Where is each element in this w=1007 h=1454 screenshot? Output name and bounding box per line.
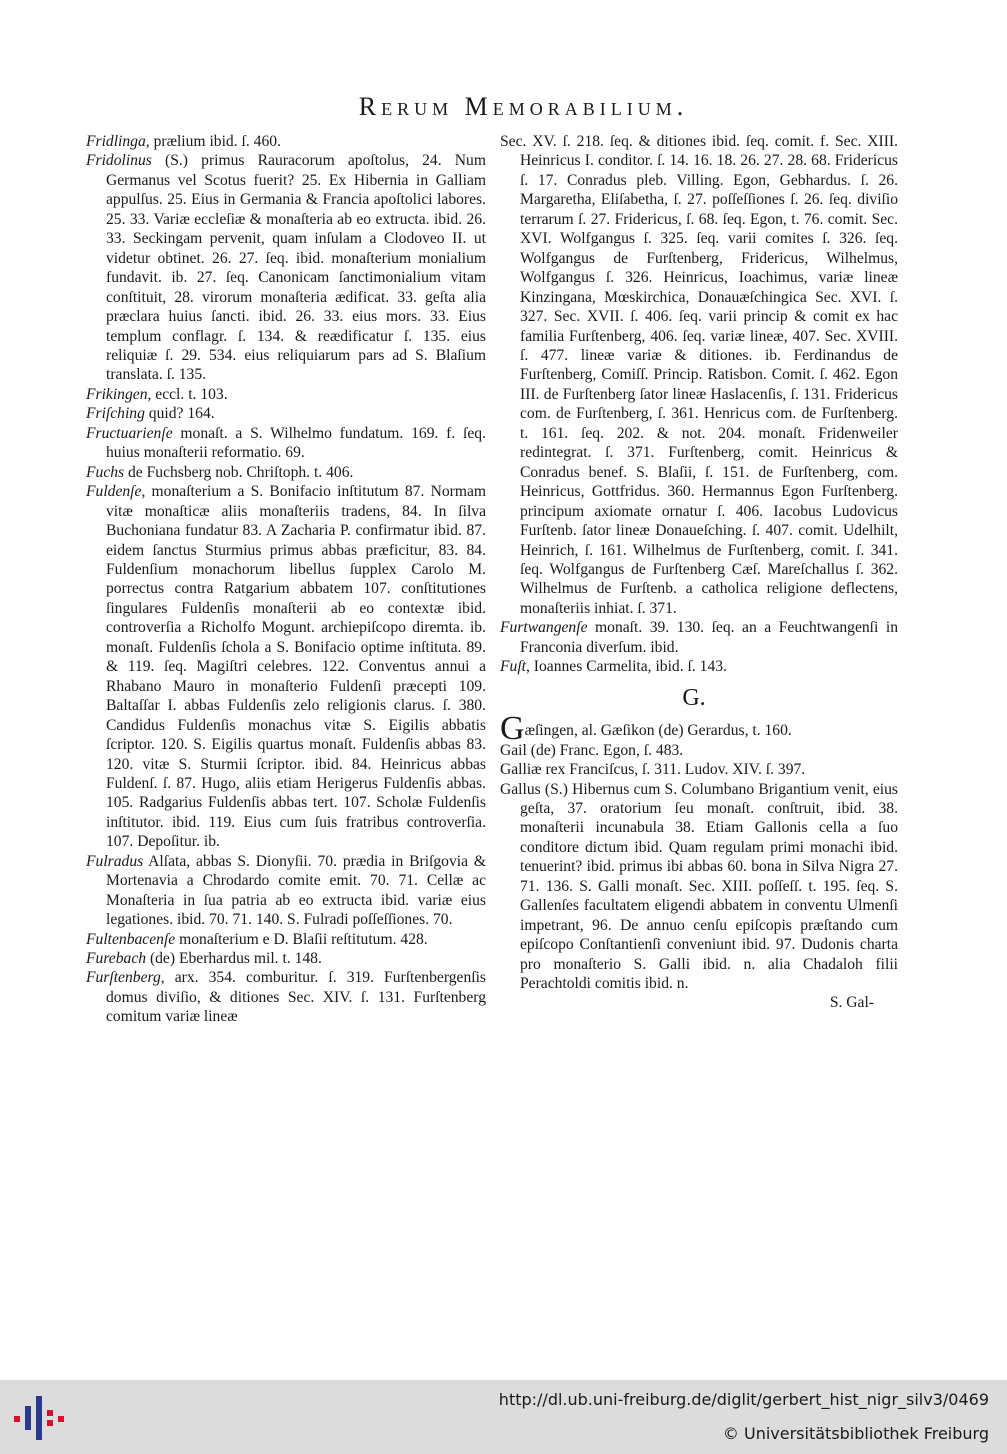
index-entry	[500, 741, 898, 760]
entry-term: Gail	[500, 741, 527, 759]
entry-term: Fulradus	[86, 852, 144, 870]
entry-text: , monaſterium a S. Bonifacio inſtitutum 87. Normam vitæ monaſticæ aliis monaſteriis tradens, 84. In ſilva Buchoniana fundatur 83. A Zacharia P. confirmatur ibid. 87. eidem ſanctus Sturmius primus abbas præficitur, 83. 84. Fuldenſium monachorum libellus ſupplex Carolo M. porrectus contra Ratgarium abbatem 107. conſtitutiones ſingulares Fuldenſis monaſterii ab eo contextæ ibid. controverſia a Richolfo Mogunt. archiepiſcopo diremta. ib. monaſt. Fuldenſis ſchola a S. Bonifacio optime inſtituta. 89. & 119. ſeq. Magiſtri celebres. 122. Conventus annui a Rhabano Mauro in monaſterio Fuldenſi præcepti 109. Baltaſſar I. abbas Fuldenſis zelo religionis clarus. ſ. 380. Candidus Fuldenſis monachus vitæ S. Eigilis abbatis ſcriptor. 120. S. Eigilis quartus monaſt. Fuldenſis abbas 83. 120. vitæ S. Sturmii ſcriptor. ibid. 84. Heinricus abbas Fuldenſ. ſ. 87. Hugo, aliis etiam Herigerus Fuldenſis abbas. 105. Radgarius Fuldenſis abbas tert. 107. Scholæ Fuldenſis inſtitutor. ibid. 119. Eius cum ſuis fratribus controverſia. 107. Depoſitur. ib.	[106, 483, 486, 851]
library-logo-icon	[12, 1394, 64, 1440]
entry-term: Fructuarienſe	[86, 424, 173, 442]
index-entry	[86, 132, 486, 151]
index-entry	[500, 710, 898, 748]
left-column	[86, 132, 486, 1027]
catchword: S. Gal-	[829, 994, 874, 1012]
entry-term: Galliæ	[500, 761, 542, 779]
entry-term: Fuſt	[500, 658, 526, 676]
entry-text: monaſterium e D. Blaſii reſtitutum. 428.	[175, 930, 428, 948]
entry-text: , prælium ibid. ſ. 460.	[145, 133, 281, 150]
entry-text: Sec. XV. ſ. 218. ſeq. & ditiones ibid. ſeq. comit. f. Sec. XIII. Heinricus I. conditor. ſ. 14. 16. 18. 26. 27. 28. 68. Fridericus ſ. 17. Conradus pleb. Villing. Egon, Gebhardus. ſ. 26. Margaretha, Eliſabetha, ſ. 27. poſſeſſiones ſ. 26. ſeq. diviſio terrarum ſ. 27. Fridericus, ſ. 68. ſeq. Egon, t. 76. comit. Sec. XVI. Wolfgangus ſ. 325. ſeq. varii comites ſ. 326. ſeq. Wolfgangus de Furſtenberg, Fridericus, Wilhelmus, Wolfgangus ſ. 326. Heinricus, Ioachimus, variæ lineæ Kinzingana, Mœskirchica, Donauæſchingica Sec. XVI. ſ. 327. Sec. XVII. ſ. 406. ſeq. varii princip & comit ex hac familia Furſtenberg, 406. ſeq. variæ lineæ, 407. Sec. XVIII. ſ. 477. lineæ variæ & ditiones. ib. Ferdinandus de Furſtenberg, Comiſſ. Princip. Ratisbon. Comit. ſ. 462. Egon III. de Furſtenberg ſator lineæ Haslacenſis, ſ. 131. Fridericus com. de Furſtenberg, ſ. 361. Henricus com. de Furſtenberg. t. 161. ſeq. 202. & not. 204. monaſt. Fridenweiler redintegrat. ſ. 371. Furſtenberg, comit. Heinricus & Conradus benef. S. Blaſii, ſ. 151. de Furſtenberg, com. Heinricus, Gottfridus. 360. Hermannus Egon Furſtenberg. principum axiomate ornatur ſ. 406. Iacobus Ludovicus Furſtenb. ſator lineæ Donaueſching. ſ. 407. comit. Udelhilt, Heinrich, ſ. 161. Wilhelmus de Furſtenberg, comit. ſ. 341. ſeq. Wolfgangus de Furſtenberg Cæſ. Mareſchallus ſ. 362. Wilhelmus de Furſtenb. a catholica religione deflectens, monaſteriis inhiat. ſ. 371.	[500, 133, 898, 617]
entry-term: Fridolinus	[86, 152, 152, 170]
entry-term: Fultenbacenſe	[86, 930, 176, 948]
entry-text: (de) Eberhardus mil. t. 148.	[146, 950, 322, 968]
index-entry	[86, 463, 486, 482]
viewer-footer	[0, 1380, 1007, 1454]
entry-term: Frikingen	[86, 385, 148, 403]
entry-text: , al. Gæſikon (de) Gerardus, t. 160.	[573, 722, 792, 740]
entry-text: monaſt. 39. 130. ſeq. an a Feuchtwangenſi in Franconia diverſum. ibid.	[520, 619, 898, 656]
permalink-url[interactable]: http://dl.ub.uni-freiburg.de/diglit/gerbert_hist_nigr_silv3/0469	[498, 1390, 989, 1409]
entry-term: Fuchs	[86, 463, 125, 481]
right-entries	[500, 132, 898, 677]
index-entry	[86, 385, 486, 404]
index-entry	[500, 780, 898, 994]
entry-text: , eccl. t. 103.	[147, 385, 228, 403]
index-entry	[86, 852, 486, 930]
index-entry	[500, 657, 898, 676]
entry-term: Gallus	[500, 780, 541, 798]
entry-text: monaſt. a S. Wilhelmo fundatum. 169. f. ſeq. huius monaſterii reformatio. 69.	[106, 424, 486, 462]
entry-text: quid? 164.	[144, 405, 215, 423]
index-entry	[500, 760, 898, 779]
index-entry	[86, 151, 486, 384]
index-entry	[86, 968, 486, 1026]
index-entry	[86, 424, 486, 463]
entry-term: Furſtenberg	[86, 969, 161, 987]
drop-initial: G	[500, 710, 525, 748]
index-entry	[86, 949, 486, 968]
entry-text: de Fuchsberg nob. Chriſtoph. t. 406.	[124, 463, 354, 481]
entry-text: (S.) Hibernus cum S. Columbano Brigantium venit, eius geſta, 37. oratorium ſeu monaſt. conſtruit, ibid. 38. monaſterii incunabula 38. Etiam Gallonis cella a ſuo conditore dictum ibid. Quam regulam primi monachi ibid. tenuerint? ibid. primus ibi abbas 60. bona in Silva Nigra 27. 71. 136. S. Galli monaſt. Sec. XIII. poſſeſſ. t. 195. ſeq. S. Gallenſes facultatem eligendi abbatem in conventu Ulmenſi impetrant, 96. De annuo cenſu epiſcopis præſtando cum epiſcopo Conſtantienſi conveniunt ibid. 97. Dudonis charta pro monaſterio S. Galli ibid. n. alia Chadaloh filii Perachtoldi comitis ibid. n.	[520, 780, 898, 993]
entry-text: (S.) primus Rauracorum apoſtolus, 24. Num Germanus vel Scotus fuerit? 25. Ex Hibernia in Galliam appulſus. 25. Eius in Germania & Francia apoſtolici labores. 25. 33. Variæ eccleſiæ & monaſteria ab eo extructa. ibid. 26. 33. Seckingam pervenit, quam inſulam a Clodoveo II. ut videtur obtinet. 26. 27. ſeq. ibid. monaſterium monialium fundavit. ib. 27. ſeq. Canonicam ſanctimonialium vitam conſtituit, 28. virorum monaſteria ædificat. 33. geſta alia præclara huius ſancti. ibid. 26. 33. eius mors. 33. Eius templum conflagr. ſ. 134. & reædificatur ſ. 135. eius reliquiæ ſ. 29. 534. eius reliquiarum pars ad S. Blaſium translata. ſ. 135.	[106, 152, 486, 384]
entry-text: , arx. 354. comburitur. ſ. 319. Furſtenbergenſis domus diviſio, & ditiones Sec. XIV. ſ. 131. Furſtenberg comitum variæ lineæ	[106, 969, 486, 1026]
running-header: Rerum Memorabilium.	[358, 92, 689, 121]
copyright-notice: © Universitätsbibliothek Freiburg	[722, 1424, 989, 1443]
entry-text: Alſata, abbas S. Dionyſii. 70. prædia in Briſgovia & Mortenavia a Chrodardo comite emit. 70. 71. Cellæ ac Monaſteria in ſua patria ab eo extructa ibid. variæ eius legationes. ibid. 70. 71. 140. S. Fulradi poſſeſſiones. 70.	[106, 852, 486, 929]
entry-term: Furebach	[86, 950, 147, 968]
index-entry	[86, 404, 486, 423]
entry-term: Fuldenſe	[86, 483, 142, 501]
entry-text: , Ioannes Carmelita, ibid. ſ. 143.	[526, 658, 727, 676]
entry-text: (de) Franc. Egon, ſ. 483.	[526, 741, 684, 759]
index-entry	[500, 618, 898, 657]
index-entry	[86, 930, 486, 949]
entry-term: Friſching	[86, 405, 145, 423]
right-column	[500, 132, 898, 1013]
g-entries	[500, 710, 898, 993]
section-letter: G.	[682, 684, 706, 711]
entry-term: Fridlinga	[86, 133, 146, 150]
index-entry	[500, 132, 898, 618]
entry-term: æſingen	[524, 722, 574, 740]
entry-text: rex Franciſcus, ſ. 311. Ludov. XIV. ſ. 397.	[541, 761, 806, 779]
index-entry	[86, 482, 486, 852]
entry-term: Furtwangenſe	[500, 619, 588, 637]
